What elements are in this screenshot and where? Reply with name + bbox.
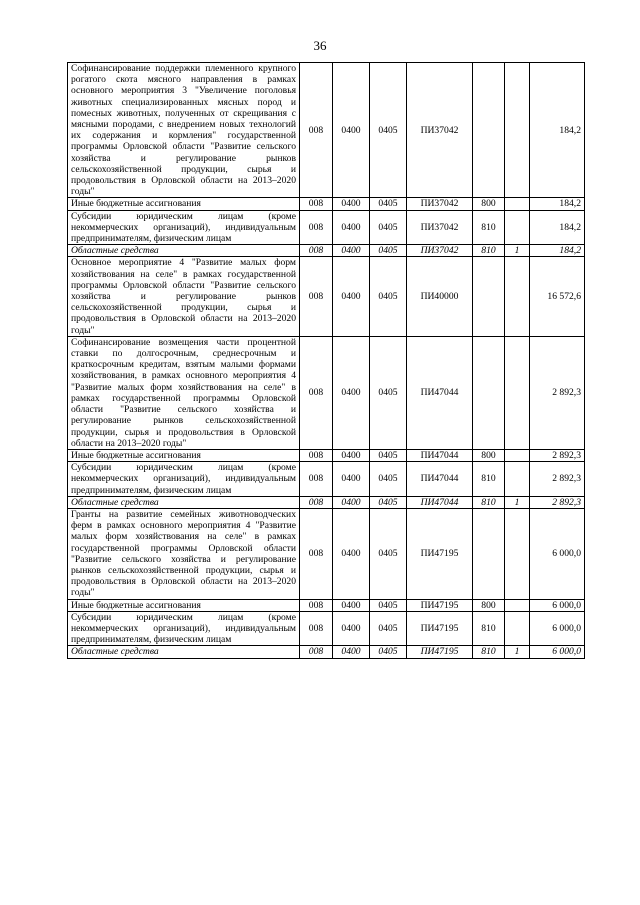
cell-subsection: 0405 [370, 599, 407, 611]
cell-source [505, 449, 530, 461]
cell-ministry: 008 [300, 611, 333, 646]
cell-source [505, 210, 530, 245]
cell-expense-type: 800 [473, 198, 505, 210]
cell-section: 0400 [333, 599, 370, 611]
cell-source [505, 462, 530, 497]
cell-ministry: 008 [300, 496, 333, 508]
cell-expense-type: 810 [473, 245, 505, 257]
table-row [68, 63, 585, 198]
cell-expense-type [473, 336, 505, 449]
cell-target-article: ПИ47044 [407, 336, 473, 449]
table-row [68, 496, 585, 508]
cell-ministry: 008 [300, 449, 333, 461]
cell-name: Субсидии юридическим лицам (кроме некоммерческих организаций), индивидуальным предпринимателям, физическим лицам [68, 210, 300, 245]
cell-amount: 2 892,3 [530, 462, 585, 497]
cell-target-article: ПИ37042 [407, 210, 473, 245]
cell-ministry: 008 [300, 646, 333, 658]
cell-subsection: 0405 [370, 462, 407, 497]
cell-section: 0400 [333, 63, 370, 198]
cell-subsection: 0405 [370, 257, 407, 336]
cell-name: Иные бюджетные ассигнования [68, 599, 300, 611]
cell-amount: 6 000,0 [530, 646, 585, 658]
cell-amount: 2 892,3 [530, 496, 585, 508]
cell-ministry: 008 [300, 599, 333, 611]
cell-source [505, 198, 530, 210]
table-row [68, 599, 585, 611]
cell-target-article: ПИ47195 [407, 508, 473, 599]
cell-source [505, 611, 530, 646]
cell-name: Субсидии юридическим лицам (кроме некоммерческих организаций), индивидуальным предпринимателям, физическим лицам [68, 611, 300, 646]
cell-name: Софинансирование возмещения части процентной ставки по долгосрочным, среднесрочным и краткосрочным кредитам, взятым малыми формами хозяйствования, в рамках основного мероприятия 4 "Развитие малых форм хозяйствования на селе" в рамках государственной программы Орловской области "Развитие сельского хозяйства и регулирование рынков сельскохозяйственной продукции, сырья и продовольствия в Орловской области на 2013–2020 годы" [68, 336, 300, 449]
cell-section: 0400 [333, 198, 370, 210]
cell-subsection: 0405 [370, 496, 407, 508]
cell-expense-type: 800 [473, 449, 505, 461]
cell-amount: 6 000,0 [530, 611, 585, 646]
page-number: 36 [313, 38, 327, 53]
cell-expense-type: 810 [473, 210, 505, 245]
table-row [68, 245, 585, 257]
cell-section: 0400 [333, 336, 370, 449]
cell-ministry: 008 [300, 462, 333, 497]
cell-amount: 16 572,6 [530, 257, 585, 336]
cell-source: 1 [505, 496, 530, 508]
cell-section: 0400 [333, 245, 370, 257]
cell-name: Областные средства [68, 646, 300, 658]
cell-name: Субсидии юридическим лицам (кроме некоммерческих организаций), индивидуальным предпринимателям, физическим лицам [68, 462, 300, 497]
cell-source [505, 63, 530, 198]
cell-name: Основное мероприятие 4 "Развитие малых форм хозяйствования на селе" в рамках государственной программы Орловской области "Развитие сельского хозяйства и регулирование рынков сельскохозяйственной продукции, сырья и продовольствия в Орловской области на 2013–2020 годы" [68, 257, 300, 336]
cell-subsection: 0405 [370, 245, 407, 257]
cell-amount: 2 892,3 [530, 449, 585, 461]
cell-source: 1 [505, 245, 530, 257]
cell-amount: 6 000,0 [530, 599, 585, 611]
cell-section: 0400 [333, 611, 370, 646]
cell-subsection: 0405 [370, 198, 407, 210]
cell-name: Областные средства [68, 245, 300, 257]
table-row [68, 646, 585, 658]
cell-ministry: 008 [300, 198, 333, 210]
cell-subsection: 0405 [370, 210, 407, 245]
cell-amount: 6 000,0 [530, 508, 585, 599]
cell-amount: 184,2 [530, 63, 585, 198]
cell-amount: 2 892,3 [530, 336, 585, 449]
cell-subsection: 0405 [370, 449, 407, 461]
cell-name: Иные бюджетные ассигнования [68, 449, 300, 461]
cell-target-article: ПИ40000 [407, 257, 473, 336]
cell-target-article: ПИ37042 [407, 63, 473, 198]
table-row [68, 611, 585, 646]
cell-target-article: ПИ47044 [407, 449, 473, 461]
cell-expense-type [473, 508, 505, 599]
table-row [68, 257, 585, 336]
cell-expense-type: 810 [473, 611, 505, 646]
cell-ministry: 008 [300, 508, 333, 599]
table-row [68, 198, 585, 210]
cell-section: 0400 [333, 508, 370, 599]
cell-subsection: 0405 [370, 646, 407, 658]
cell-source [505, 257, 530, 336]
cell-subsection: 0405 [370, 508, 407, 599]
budget-table-body [68, 63, 585, 659]
cell-ministry: 008 [300, 63, 333, 198]
cell-target-article: ПИ37042 [407, 245, 473, 257]
cell-section: 0400 [333, 449, 370, 461]
table-row [68, 336, 585, 449]
cell-section: 0400 [333, 462, 370, 497]
cell-expense-type: 810 [473, 646, 505, 658]
cell-name: Областные средства [68, 496, 300, 508]
cell-name: Иные бюджетные ассигнования [68, 198, 300, 210]
cell-expense-type: 810 [473, 496, 505, 508]
cell-target-article: ПИ47195 [407, 646, 473, 658]
budget-table [67, 62, 585, 659]
cell-source [505, 599, 530, 611]
cell-amount: 184,2 [530, 210, 585, 245]
cell-target-article: ПИ47195 [407, 611, 473, 646]
cell-subsection: 0405 [370, 63, 407, 198]
cell-amount: 184,2 [530, 245, 585, 257]
cell-expense-type [473, 63, 505, 198]
cell-section: 0400 [333, 257, 370, 336]
cell-target-article: ПИ47044 [407, 462, 473, 497]
cell-subsection: 0405 [370, 611, 407, 646]
cell-source: 1 [505, 646, 530, 658]
cell-amount: 184,2 [530, 198, 585, 210]
cell-section: 0400 [333, 646, 370, 658]
cell-ministry: 008 [300, 336, 333, 449]
table-row [68, 449, 585, 461]
cell-target-article: ПИ47044 [407, 496, 473, 508]
cell-source [505, 336, 530, 449]
cell-target-article: ПИ37042 [407, 198, 473, 210]
table-row [68, 508, 585, 599]
cell-name: Гранты на развитие семейных животноводческих ферм в рамках основного мероприятия 4 "Развитие малых форм хозяйствования на селе" в рамках государственной программы Орловской области "Развитие сельского хозяйства и регулирование рынков сельскохозяйственной продукции, сырья и продовольствия в Орловской области на 2013–2020 годы" [68, 508, 300, 599]
cell-source [505, 508, 530, 599]
cell-expense-type: 810 [473, 462, 505, 497]
cell-expense-type [473, 257, 505, 336]
cell-subsection: 0405 [370, 336, 407, 449]
cell-expense-type: 800 [473, 599, 505, 611]
cell-ministry: 008 [300, 245, 333, 257]
cell-section: 0400 [333, 496, 370, 508]
cell-target-article: ПИ47195 [407, 599, 473, 611]
table-row [68, 210, 585, 245]
cell-ministry: 008 [300, 210, 333, 245]
cell-section: 0400 [333, 210, 370, 245]
table-row [68, 462, 585, 497]
cell-name: Софинансирование поддержки племенного крупного рогатого скота мясного направления в рамках основного мероприятия 3 "Увеличение поголовья животных специализированных мясных пород и помесных животных, полученных от скрещивания с мясными породами, с внедрением новых технологий их содержания и кормления" государственной программы Орловской области "Развитие сельского хозяйства и регулирование рынков сельскохозяйственной продукции, сырья и продовольствия в Орловской области на 2013–2020 годы" [68, 63, 300, 198]
cell-ministry: 008 [300, 257, 333, 336]
